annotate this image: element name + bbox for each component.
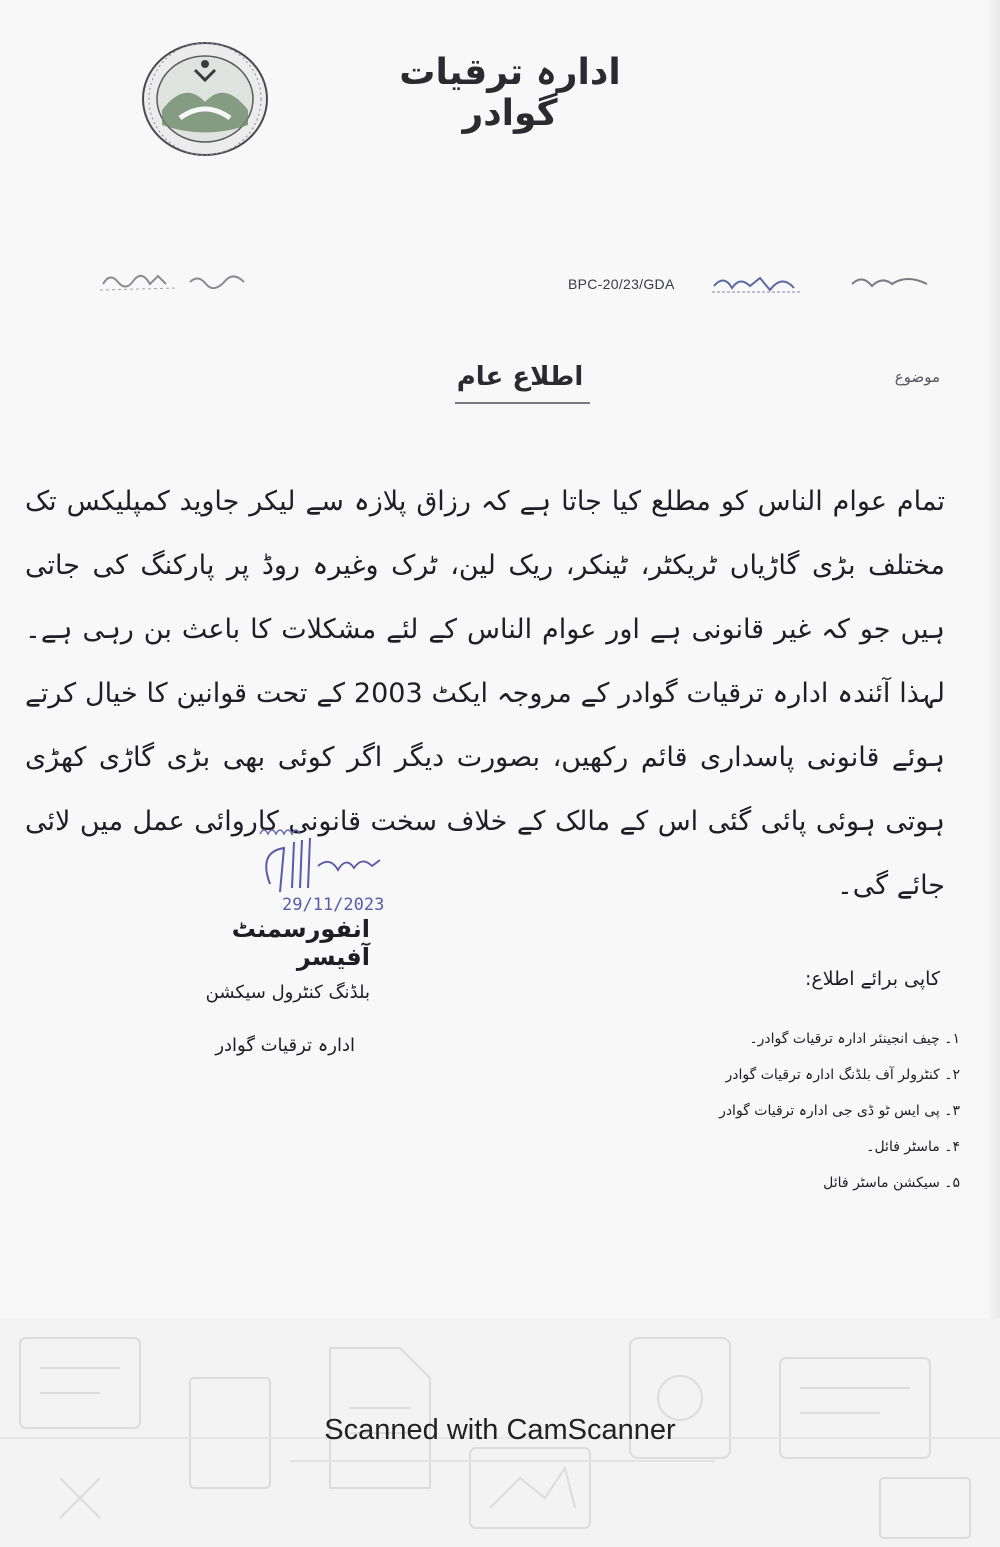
organization-title: ادارہ ترقیات گوادر: [399, 52, 621, 134]
copy-recipient: ۴۔ ماسٹر فائل۔: [866, 1139, 960, 1155]
copy-heading: کاپی برائے اطلاع:: [805, 968, 940, 990]
signatory-organization: ادارہ ترقیات گوادر: [215, 1035, 355, 1056]
copy-recipient: ۵۔ سیکشن ماسٹر فائل: [823, 1175, 960, 1191]
subject-underline: [455, 402, 590, 404]
notice-body: تمام عوام الناس کو مطلع کیا جاتا ہے کہ رزاق پلازہ سے لیکر جاوید کمپلیکس تک مختلف بڑی گاڑیاں ٹریکٹر، ٹینکر، ریک لین، ٹرک وغیرہ روڈ پر پارکنگ کی جاتی ہیں جو کہ غیر قانونی ہے اور عوام الناس کے لئے مشکلات کا باعث بن رہی ہے۔ لہذا آئندہ ادارہ ترقیات گوادر کے مروجہ ایکٹ 2003 کے تحت قوانین کا خیال کرتے ہوئے قانونی پاسداری قائم رکھیں، بصورت دیگر اگر کوئی بھی بڑی گاڑی کھڑی ہوتی ہوئی پائی گئی اس کے مالک کے خلاف سخت قانونی کاروائی عمل میں لائی جائے گی۔: [25, 486, 946, 901]
reference-number: BPC-20/23/GDA: [568, 276, 675, 292]
subject-label: موضوع: [894, 368, 940, 386]
gda-logo-seal-icon: [140, 40, 270, 158]
date-handwriting-icon: [98, 262, 248, 296]
copy-recipient: ۱۔ چیف انجینئر ادارہ ترقیات گوادر۔: [749, 1031, 960, 1047]
reference-handwriting-icon: [712, 268, 932, 298]
copy-recipient: ۳۔ پی ایس ٹو ڈی جی ادارہ ترقیات گوادر: [719, 1103, 960, 1119]
signature-date: 29/11/2023: [282, 895, 385, 915]
signatory-title: انفورسمنٹ آفیسر: [231, 915, 370, 971]
signatory-section: بلڈنگ کنٹرول سیکشن: [205, 982, 370, 1003]
subject-title: اطلاع عام: [456, 362, 584, 392]
copy-recipient: ۲۔ کنٹرولر آف بلڈنگ ادارہ ترقیات گوادر: [725, 1067, 960, 1083]
copy-recipient-list: [660, 1025, 960, 1205]
scanner-watermark-text: Scanned with CamScanner: [324, 1414, 676, 1446]
signature-icon: [240, 822, 410, 917]
